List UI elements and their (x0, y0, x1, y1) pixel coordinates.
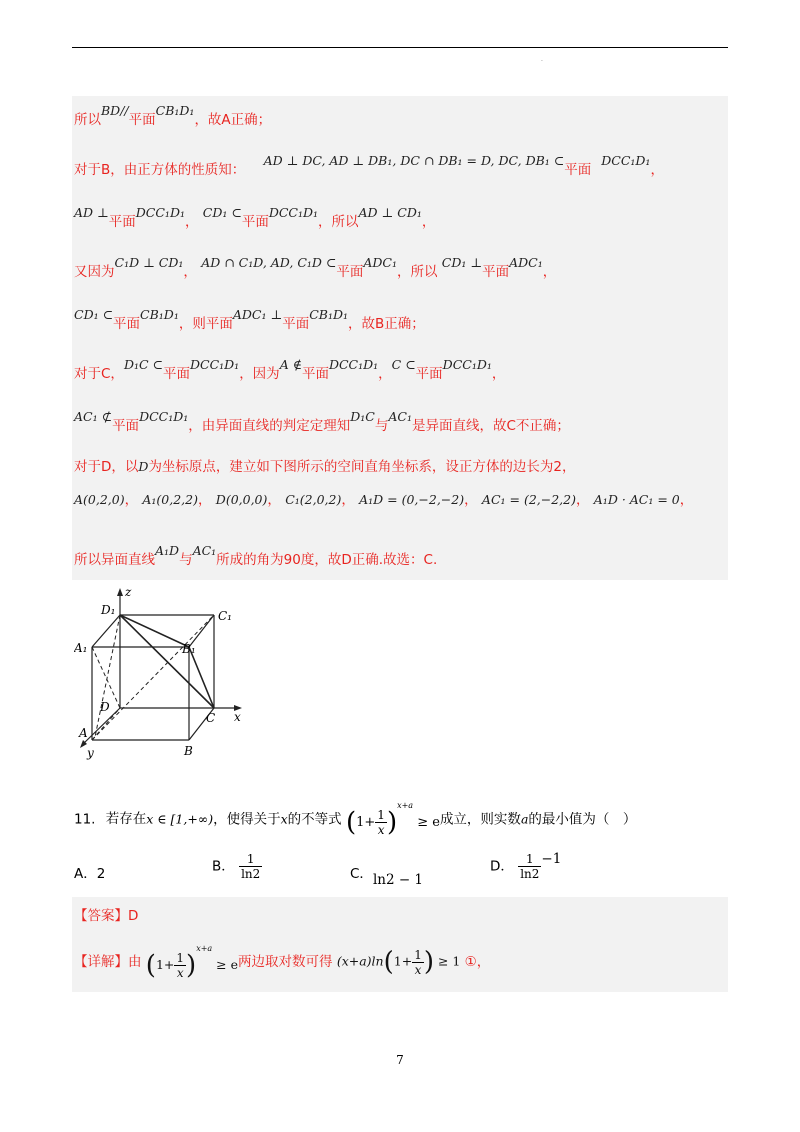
header-rule (72, 47, 728, 48)
vertex-label-a: A (79, 726, 88, 740)
solution-line-10: 所以异面直线A₁D与AC₁所成的角为90度，故D正确.故选：C. (74, 543, 438, 568)
vertex-label-d: D (100, 700, 110, 714)
solution-line-1: 所以BD//平面CB₁D₁，故A正确； (74, 103, 272, 128)
solution-line-8: 对于D，以D为坐标原点，建立如下图所示的空间直角坐标系，设正方体的边长为2， (74, 459, 576, 475)
question-11: 11. 若存在x ∈ [1,+∞)，使得关于x的不等式 (1+ $\frac{1}{x}$ )$^{x+a}$ ≥ e成立，则实数a的最小值为（ ） (74, 801, 637, 838)
solution-line-2: 对于B，由正方体的性质知： AD ⊥ DC, AD ⊥ DB₁, DC ∩ DB₁ = D, DC, DB₁ ⊂平面DCC₁D₁， (74, 153, 664, 178)
cube-figure (74, 585, 244, 761)
detail-inequality-2: (x+a)ln(1+ $\frac{1}{x}$ ) ≥ 1 (336, 947, 461, 978)
solution-line-4: 又因为C₁D ⊥ CD₁， AD ∩ C₁D, AD, C₁D ⊂平面ADC₁，所以 CD₁ ⊥平面ADC₁， (74, 255, 557, 280)
vertex-label-b: B (184, 744, 193, 758)
solution-line-6: 对于C，D₁C ⊂平面DCC₁D₁，因为A ∉平面DCC₁D₁，C ⊂平面DCC₁D₁， (74, 357, 506, 382)
vertex-label-c1: C₁ (218, 609, 232, 623)
option-c[interactable]: C．ln2 − 1 (350, 866, 424, 888)
axis-label-y: y (87, 746, 94, 760)
detail-inequality-1: (1+ $\frac{1}{x}$ )$^{x+a}$ ≥ e (145, 944, 239, 981)
vertex-label-b1: B₁ (182, 642, 196, 656)
solution-line-9: A(0,2,0)， A₁(0,2,2)， D(0,0,0)， C₁(2,0,2)， A₁D = (0,−2,−2)， AC₁ = (2,−2,2)， A₁D · AC₁ = 0， (74, 492, 694, 508)
solution-line-3: AD ⊥平面DCC₁D₁， CD₁ ⊂平面DCC₁D₁，所以AD ⊥ CD₁， (74, 205, 436, 230)
vertex-label-c: C (206, 711, 216, 725)
option-d[interactable]: D． $\frac{1}{\ln 2}$ −1 (490, 850, 562, 881)
option-a[interactable]: A．2 (74, 866, 106, 882)
answer-line: 【答案】D (74, 908, 139, 924)
vertex-label-d1: D₁ (101, 603, 116, 617)
option-b[interactable]: B． $\frac{1}{\ln 2}$ (212, 852, 261, 881)
vertex-label-a1: A₁ (74, 641, 88, 655)
question-inequality: (1+ $\frac{1}{x}$ )$^{x+a}$ ≥ e (345, 801, 440, 838)
axis-label-z: z (125, 585, 132, 599)
axis-label-x: x (234, 710, 241, 724)
solution-line-7: AC₁ ⊄平面DCC₁D₁，由异面直线的判定定理知D₁C与AC₁是异面直线，故C不正确； (74, 409, 570, 434)
solution-line-5: CD₁ ⊂平面CB₁D₁，则平面ADC₁ ⊥平面CB₁D₁，故B正确； (74, 307, 425, 332)
detail-line: 【详解】由 (1+ $\frac{1}{x}$ )$^{x+a}$ ≥ e两边取对数可得 (x+a)ln(1+ $\frac{1}{x}$ ) ≥ 1 ①， (74, 944, 491, 981)
header-mark: · (541, 58, 543, 65)
page-number: 7 (396, 1053, 404, 1067)
